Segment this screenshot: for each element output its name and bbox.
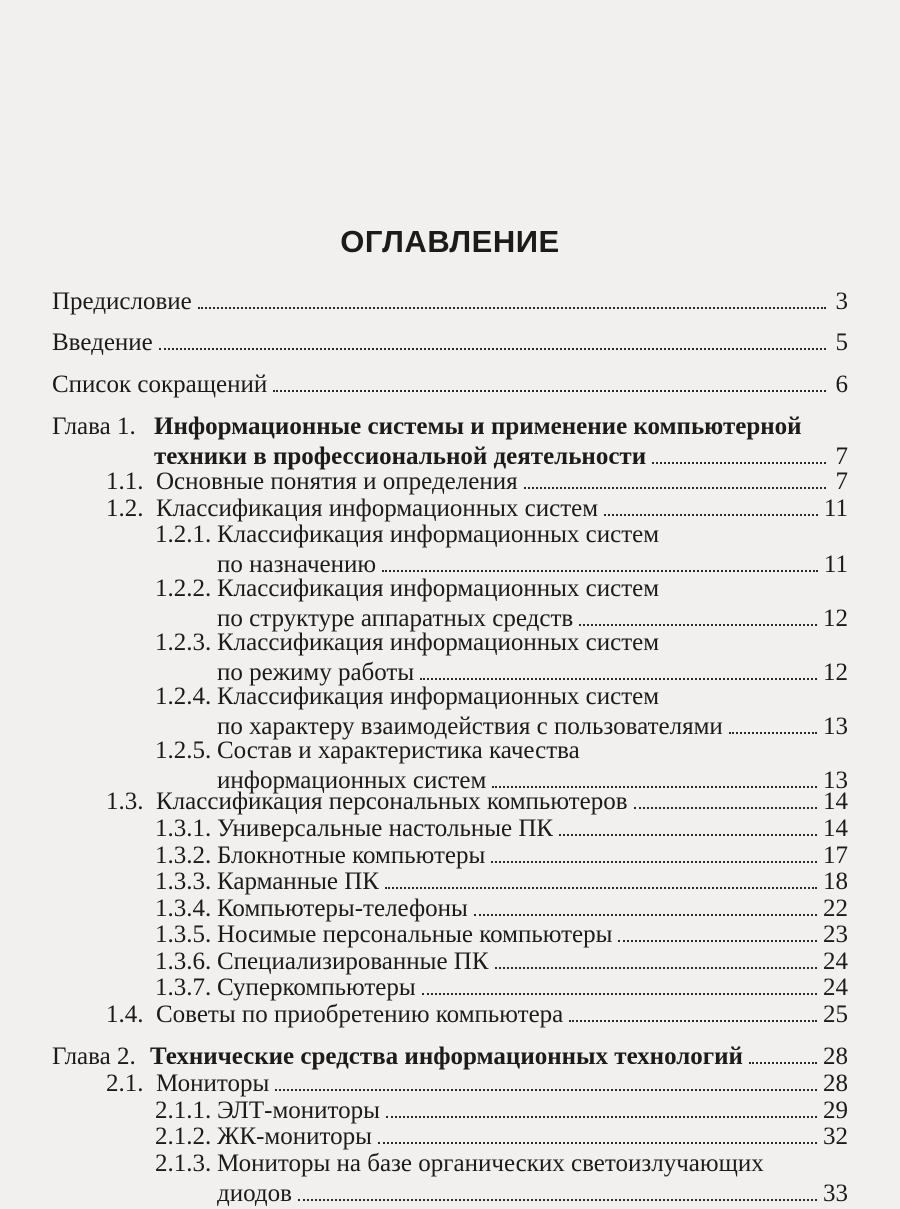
subsection-number: 1.2.3. [155, 629, 212, 656]
entry-title: Предисловие [52, 288, 192, 315]
page-number: 7 [835, 443, 848, 470]
dot-leader [422, 992, 817, 995]
entry-title-cont: по характеру взаимодействия с пользователями [217, 713, 723, 740]
page-number: 29 [823, 1097, 848, 1124]
subsection-number: 2.1.2. [155, 1123, 212, 1150]
toc-entry [52, 287, 848, 317]
page-number: 24 [823, 948, 848, 975]
toc-entry [52, 328, 848, 358]
dot-leader [491, 860, 817, 863]
dot-leader [382, 569, 818, 572]
entry-title: Классификация информационных систем [217, 575, 660, 602]
page-number: 12 [823, 605, 848, 632]
entry-title-cont: по назначению [217, 551, 377, 578]
toc-entry [155, 920, 848, 950]
subsection-number: 1.3.6. [155, 948, 212, 975]
section-number: 1.3. [106, 788, 144, 815]
chapter-number: Глава 1. [52, 413, 136, 440]
entry-title: Классификация информационных систем [217, 629, 660, 656]
page-number: 14 [823, 788, 848, 815]
entry-title: Классификация персональных компьютеров [156, 788, 628, 815]
dot-leader [159, 347, 826, 350]
page-number: 11 [823, 495, 848, 522]
entry-title: Состав и характеристика качества [217, 737, 580, 764]
dot-leader [275, 1088, 817, 1091]
toc-entry [155, 628, 848, 688]
dot-leader [729, 731, 817, 734]
entry-title: Классификация информационных систем [217, 683, 660, 710]
dot-leader [474, 913, 817, 916]
dot-leader [634, 806, 817, 809]
dot-leader [420, 677, 817, 680]
dot-leader [652, 461, 826, 464]
page-number: 33 [823, 1180, 848, 1207]
entry-title: Советы по приобретению компьютера [156, 1001, 564, 1028]
entry-title: Компьютеры-телефоны [217, 895, 468, 922]
entry-title: Блокнотные компьютеры [217, 842, 486, 869]
entry-title: Мониторы [156, 1070, 270, 1097]
entry-title: Классификация информационных систем [217, 521, 660, 548]
subsection-number: 1.3.4. [155, 895, 212, 922]
entry-title: Мониторы на базе органических светоизлучающих [217, 1150, 764, 1177]
toc-entry [155, 1149, 848, 1209]
page-number: 11 [823, 551, 848, 578]
subsection-number: 1.3.5. [155, 921, 212, 948]
page-number: 12 [823, 659, 848, 686]
entry-title: Универсальные настольные ПК [217, 815, 554, 842]
entry-title-cont: диодов [217, 1180, 292, 1207]
dot-leader [386, 1115, 817, 1118]
toc-entry [155, 574, 848, 634]
toc-entry [155, 1122, 848, 1152]
subsection-number: 2.1.3. [155, 1150, 212, 1177]
toc-entry [155, 520, 848, 580]
page-number: 14 [823, 815, 848, 842]
toc-entry [155, 867, 848, 897]
dot-leader [604, 513, 818, 516]
toc-chapter-entry [52, 412, 848, 472]
page-number: 32 [823, 1123, 848, 1150]
subsection-number: 1.2.2. [155, 575, 212, 602]
toc-entry [106, 1000, 848, 1030]
entry-title: Список сокращений [52, 371, 268, 398]
entry-title: Классификация информационных систем [156, 495, 599, 522]
chapter-number: Глава 2. [52, 1043, 136, 1070]
dot-leader [579, 623, 817, 626]
page-number: 13 [823, 713, 848, 740]
entry-title: Карманные ПК [217, 868, 379, 895]
page-number: 22 [823, 895, 848, 922]
page-number: 7 [835, 468, 848, 495]
dot-leader [495, 966, 817, 969]
dot-leader [569, 1019, 817, 1022]
toc-entry [106, 787, 848, 817]
entry-title: Введение [52, 329, 153, 356]
entry-title: Носимые персональные компьютеры [217, 921, 613, 948]
page-number: 25 [823, 1001, 848, 1028]
dot-leader [524, 486, 826, 489]
page-number: 17 [823, 842, 848, 869]
toc-title: ОГЛАВЛЕНИЕ [340, 224, 560, 259]
entry-title-cont: информационных систем [217, 767, 487, 794]
section-number: 1.2. [106, 495, 144, 522]
entry-title: Суперкомпьютеры [217, 974, 416, 1001]
page-number: 18 [823, 868, 848, 895]
entry-title-cont: техники в профессиональной деятельности [154, 443, 647, 470]
section-number: 1.4. [106, 1001, 144, 1028]
page-number: 28 [823, 1043, 848, 1070]
subsection-number: 1.3.1. [155, 815, 212, 842]
subsection-number: 1.3.7. [155, 974, 212, 1001]
dot-leader [749, 1061, 817, 1064]
dot-leader [378, 1141, 817, 1144]
dot-leader [618, 939, 817, 942]
entry-title: Информационные системы и применение компьютерной [154, 413, 802, 440]
toc-entry [155, 814, 848, 844]
dot-leader [273, 389, 826, 392]
section-number: 2.1. [106, 1070, 144, 1097]
toc-entry [155, 682, 848, 742]
entry-title-cont: по режиму работы [217, 659, 415, 686]
subsection-number: 1.3.3. [155, 868, 212, 895]
subsection-number: 1.3.2. [155, 842, 212, 869]
entry-title: Основные понятия и определения [156, 468, 518, 495]
entry-title: Технические средства информационных технологий [150, 1043, 743, 1070]
subsection-number: 1.2.1. [155, 521, 212, 548]
subsection-number: 2.1.1. [155, 1097, 212, 1124]
entry-title: ЖК-мониторы [217, 1123, 372, 1150]
subsection-number: 1.2.4. [155, 683, 212, 710]
page-number: 28 [823, 1070, 848, 1097]
dot-leader [559, 833, 817, 836]
dot-leader [198, 306, 826, 309]
page-number: 6 [835, 371, 848, 398]
entry-title-cont: по структуре аппаратных средств [217, 605, 574, 632]
page-number: 13 [823, 767, 848, 794]
toc-entry [155, 973, 848, 1003]
subsection-number: 1.2.5. [155, 737, 212, 764]
toc-entry [106, 1069, 848, 1099]
entry-title: ЭЛТ-мониторы [217, 1097, 380, 1124]
entry-title: Специализированные ПК [217, 948, 489, 975]
toc-entry [106, 467, 848, 497]
toc-chapter-entry [52, 1042, 848, 1072]
dot-leader [385, 886, 817, 889]
page-number: 24 [823, 974, 848, 1001]
page-number: 5 [835, 329, 848, 356]
page-number: 3 [835, 288, 848, 315]
page-number: 23 [823, 921, 848, 948]
toc-entry [52, 370, 848, 400]
section-number: 1.1. [106, 468, 144, 495]
